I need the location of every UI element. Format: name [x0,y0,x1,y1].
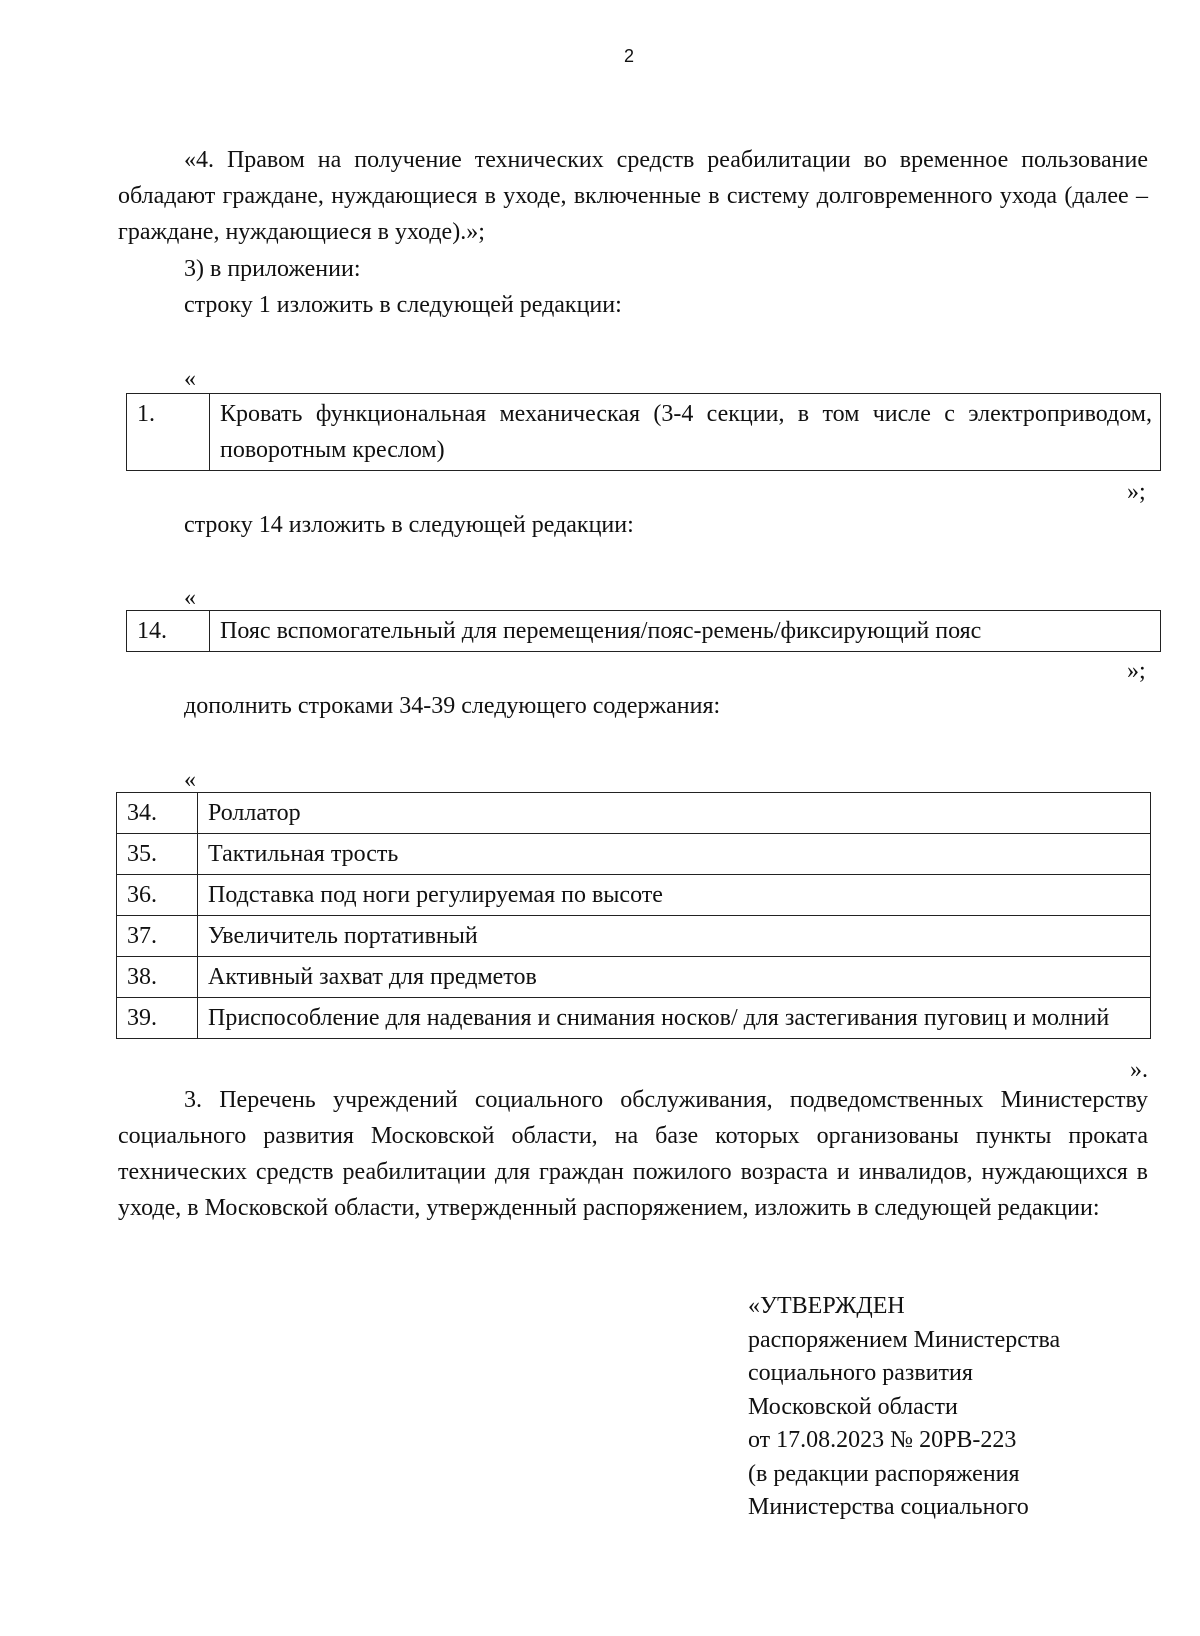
approval-line: (в редакции распоряжения [748,1460,1020,1487]
table-row [117,957,1151,998]
row-text: Тактильная трость [198,834,1151,875]
row-number: 35. [117,834,198,875]
table-row [117,998,1151,1039]
approval-line: от 17.08.2023 № 20РВ-223 [748,1427,1017,1453]
table-row-14 [126,610,1161,652]
row-text: Увеличитель портативный [198,916,1151,957]
row-text: Роллатор [198,793,1151,834]
close-quote-3: ». [1130,1057,1148,1083]
approval-line: социального развития [748,1360,973,1386]
row-number: 14. [127,611,210,652]
approval-line: Московской области [748,1393,958,1420]
row-number: 39. [117,998,198,1039]
table-row [127,611,1161,652]
table-row [117,916,1151,957]
approval-line: «УТВЕРЖДЕН [748,1293,905,1319]
open-quote-1: « [184,366,196,392]
row1-intro: строку 1 изложить в следующей редакции: [184,292,622,318]
close-quote-1: »; [1127,479,1146,505]
paragraph-3: 3. Перечень учреждений социального обслуживания, подведомственных Министерству социального развития Московской области, на базе которых организованы пункты проката технических средств реабилитации для граждан пожилого возраста и инвалидов, нуждающихся в уходе, в Московской области, утвержденный распоряжением, изложить в следующей редакции: [118,1087,1148,1221]
intro-paragraph: «4. Правом на получение технических средств реабилитации во временное пользование обладают граждане, нуждающиеся в уходе, включенные в систему долговременного ухода (далее – граждане, нуждающиеся в уходе).»; [118,147,1148,245]
row-text: Подставка под ноги регулируемая по высоте [198,875,1151,916]
row-text: Пояс вспомогательный для перемещения/пояс-ремень/фиксирующий пояс [210,611,1161,652]
row-number: 1. [127,394,210,471]
open-quote-3: « [184,767,196,793]
row-number: 38. [117,957,198,998]
row-text: Кровать функциональная механическая (3-4 секции, в том числе с электроприводом, поворотным креслом) [210,394,1161,471]
close-quote-2: »; [1127,658,1146,684]
row-text: Активный захват для предметов [198,957,1151,998]
row-number: 34. [117,793,198,834]
item-3-heading: 3) в приложении: [184,256,361,282]
approval-line: распоряжением Министерства [748,1326,1061,1353]
rows34-intro: дополнить строками 34-39 следующего содержания: [184,693,721,719]
table-row [117,793,1151,834]
table-row [127,394,1161,471]
table-row [117,834,1151,875]
page-number: 2 [623,46,634,66]
row-number: 37. [117,916,198,957]
approval-block [748,1290,1060,1525]
row-text: Приспособление для надевания и снимания носков/ для застегивания пуговиц и молний [198,998,1151,1039]
row14-intro: строку 14 изложить в следующей редакции: [184,512,634,538]
open-quote-2: « [184,585,196,611]
approval-line: Министерства социального [748,1494,1029,1520]
table-rows-34-39 [116,792,1151,1039]
row-number: 36. [117,875,198,916]
table-row [117,875,1151,916]
table-row-1 [126,393,1161,471]
